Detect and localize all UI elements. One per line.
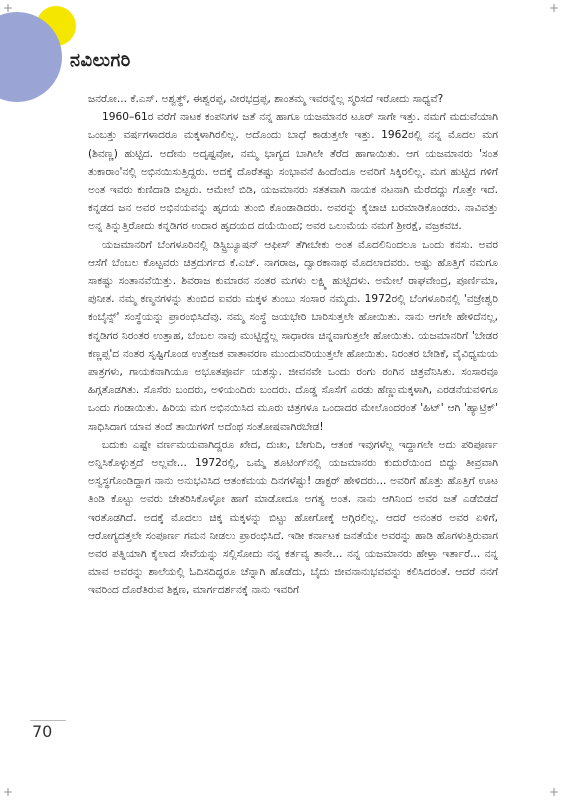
paragraph: ಬದುಕು ಎಷ್ಟೇ ವರ್ಣಮಯವಾಗಿದ್ದರೂ ಖೇದ, ದುಃಖ, ಬೇಗುದಿ, ಆತಂಕ ಇವುಗಳೆಲ್ಲ ಇದ್ದಾಗಲೇ ಅದು ಪರಿಪೂರ್ಣ ಅನ್ನಿಸಿಕೊಳ್ಳುತ್ತದೆ ಅಲ್ಲವೇ... 1972ರಲ್ಲಿ, ಒಮ್ಮೆ ಶೂಟಿಂಗ್‌ನಲ್ಲಿ ಯಜಮಾನರು ಕುದುರೆಯಿಂದ ಬಿದ್ದು ತೀವ್ರವಾಗಿ ಅಸ್ವಸ್ಥಗೊಂಡಿದ್ದಾಗ ನಾನು ಅನುಭವಿಸಿದ ಆತಂಕಮಯ ದಿನಗಳೆಷ್ಟು! ಡಾಕ್ಟರ್ ಹೇಳಿದರು... ಅವರಿಗೆ ಹೊತ್ತು ಹೊತ್ತಿಗೆ ಊಟ ತಿಂಡಿ ಕೊಟ್ಟು ಅವರು ಚೇತರಿಸಿಕೊಳ್ಳೋ ಹಾಗೆ ಮಾಡೋದೂ ಅಗತ್ಯ ಅಂತ. ನಾನು ಆಗಿನಿಂದ ಅವರ ಜತೆ ಎಡೆಬಿಡದೆ ಇರತೊಡಗಿದೆ. ಅದಕ್ಕೆ ಮೊದಲು ಚಿಕ್ಕ ಮಕ್ಕಳನ್ನು ಬಿಟ್ಟು ಹೋಗೋಕ್ಕೆ ಅಗ್ಗಿರಲಿಲ್ಲ. ಆದರೆ ಅನಂತರ ಅವರ ಏಳಿಗೆ, ಆರೋಗ್ಯದತ್ತಲೇ ಸಂಪೂರ್ಣ ಗಮನ ನೀಡಲು ಪ್ರಾರಂಭಿಸಿದೆ. ಇಡೀ ಕರ್ನಾಟಕ ಜನತೆಯೇ ಅವರನ್ನು ಹಾಡಿ ಹೊಗಳುತ್ತಿರುವಾಗ ಅವರ ಪತ್ನಿಯಾಗಿ ಕೈಲಾದ ಸೇವೆಯನ್ನು ಸಲ್ಲಿಸೋದು ನನ್ನ ಕರ್ತವ್ಯ ತಾನೇ... ನನ್ನ ಯಜಮಾನರು ಹೇಳ್ತಾ ಇರ್ತಾರೆ... ನನ್ನ ಮಾವ ಅವರನ್ನು ಶಾಲೆಯಲ್ಲಿ ಓದಿಸದಿದ್ದರೂ ಚೆನ್ನಾಗಿ ಹೊಡೆದು, ಬೈದು ಜೀವನಾನುಭವವನ್ನು ಕಲಿಸಿದರಂತೆ. ಆದರೆ ನನಗೆ ಇವರಿಂದ ದೊರೆತಿರುವ ಶಿಕ್ಷಣ, ಮಾರ್ಗದರ್ಶನಕ್ಕೆ ನಾನು ಇವರಿಗೆ (88, 438, 498, 597)
section-title: ನವಿಲುಗರಿ (70, 50, 131, 71)
paragraph: 1960–61ರ ವರೆಗೆ ನಾಟಕ ಕಂಪನಿಗಳ ಜತೆ ನನ್ನ ಹಾಗೂ ಯಜಮಾನರ ಟೂರ್ ಸಾಗೇ ಇತ್ತು. ನಮಗೆ ಮದುವೆಯಾಗಿ ಒಂಬತ್ತು ವರ್ಷಗಳಾದರೂ ಮಕ್ಕಳಾಗಿರಲಿಲ್ಲ. ಅದೊಂದು ಬಾಧೆ ಕಾಡುತ್ತಲೇ ಇತ್ತು. 1962ರಲ್ಲಿ ನನ್ನ ಮೊದಲ ಮಗ (ಶಿವಣ್ಣ) ಹುಟ್ಟಿದ. ಅದೇನು ಅದೃಷ್ಟವೋ, ನಮ್ಮ ಭಾಗ್ಯದ ಬಾಗಿಲೇ ತೆರೆದ ಹಾಗಾಯಿತು. ಆಗ ಯಜಮಾನರು 'ಸಂತ ತುಕಾರಾಂ'ನಲ್ಲಿ ಅಭಿನಯಿಸುತ್ತಿದ್ದರು. ಅದಕ್ಕೆ ದೊರೆತಷ್ಟು ಸಂಭಾವನೆ ಹಿಂದೆಂದೂ ಅವರಿಗೆ ಸಿಕ್ಕಿರಲಿಲ್ಲ. ಮಗ ಹುಟ್ಟಿದ ಗಳಿಗೆ ಅಂತ ಇವರು ಕುಣಿದಾಡಿ ಬಿಟ್ಟರು. ಆಮೇಲೆ ಬಿಡಿ, ಯಜಮಾನರು ಸತತವಾಗಿ ನಾಯಕ ನಟನಾಗಿ ಮೆರೆದದ್ದು ಗೊತ್ತೇ ಇದೆ. ಕನ್ನಡದ ಜನ ಅವರ ಅಭಿನಯವನ್ನು ಹೃದಯ ತುಂಬಿ ಕೊಂಡಾಡಿದರು. ಅವರನ್ನು ಕೈಚಾಚಿ ಬರಮಾಡಿಕೊಂಡರು. ನಾವಿವತ್ತು ಅನ್ನ ತಿನ್ನುತ್ತಿರೋದು ಕನ್ನಡಿಗರ ಉದಾರ ಹೃದಯದ ದಯೆಯಿಂದ; ಅವರ ಒಲುಮೆಯ ನಮಗೆ ಶ್ರೀರಕ್ಷೆ, ವಜ್ರಕವಚ. (88, 111, 498, 233)
crop-mark-top-left (4, 4, 12, 12)
crop-mark-bottom-right (550, 788, 558, 796)
crop-mark-bottom-left (4, 788, 12, 796)
crop-mark-top-right (550, 4, 558, 12)
paragraph: ಯಜಮಾನರಿಗೆ ಬೆಂಗಳೂರಿನಲ್ಲಿ ಡಿಸ್ಟ್ರಿಬ್ಯೂಷನ್ ಆಫೀಸ್ ತೆಗೀಬೇಕು ಅಂತ ಮೊದಲಿನಿಂದಲೂ ಒಂದು ಕನಸು. ಅವರ ಆಸೆಗೆ ಬೆಂಬಲ ಕೊಟ್ಟವರು ಚಿತ್ರದುರ್ಗದ ಕೆ.ಎಚ್. ನಾಗರಾಜ, ದ್ವಾರಕಾನಾಥ ಮೊದಲಾದವರು. ಅಷ್ಟು ಹೊತ್ತಿಗೆ ನಮಗೂ ಸಾಕಷ್ಟು ಸಂತಾನವೆಯಿತ್ತು. ಶಿವರಾಜ ಕುಮಾರನ ನಂತರ ಮಗಳು ಲಕ್ಷ್ಮಿ ಹುಟ್ಟಿದಳು. ಅಮೇಲೆ ರಾಘವೇಂದ್ರ, ಪೂರ್ಣಿಮಾ, ಪುನೀತ. ನಮ್ಮ ಕಣ್ಮನಗಳನ್ನು ತುಂಬಿದ ಐವರು ಮಕ್ಕಳ ತುಂಬು ಸಂಸಾರ ನಮ್ಮದು. 1972ರಲ್ಲಿ ಬೆಂಗಳೂರಿನಲ್ಲಿ 'ವಜ್ರೇಶ್ವರಿ ಕಂಬೈನ್ಸ್' ಸಂಸ್ಥೆಯನ್ನು ಪ್ರಾರಂಭಿಸಿದೆವು. ನಮ್ಮ ಸಂಸ್ಥೆ ಜಯಭೇರಿ ಬಾರಿಸುತ್ತಲೇ ಹೋಯಿತು. ನಾನು ಆಗಲೇ ಹೇಳಿದೆನಲ್ಲ, ಕನ್ನಡಿಗರ ನಿರಂತರ ಉತ್ತಾಹ, ಬೆಂಬಲ ನಾವು ಮುಟ್ಟಿದ್ದೆಲ್ಲ ಸಾಧಾರಣ ಚಿನ್ನವಾಗುತ್ತಲೇ ಹೋಯಿತು. ಯಜಮಾನರಿಗೆ 'ಬೇಡರ ಕಣ್ಣಪ್ಪ'ದ ನಂತರ ಸೃಷ್ಟಿಗೊಂಡ ಉತ್ತೇಜಕ ವಾತಾವರಣ ಮುಂದುವರಿಯುತ್ತಲೇ ಹೋಯಿತು. ನಿರಂತರ ಬೇಡಿಕೆ, ವೈವಿಧ್ಯಮಯ ಪಾತ್ರಗಳು, ಗಾಯಕನಾಗಿಯೂ ಅಭೂತಪೂರ್ವ ಯಶಸ್ಸು. ಜೀವನವೇ ಒಂದು ರಂಗು ರಂಗಿನ ಚಿತ್ರವೆನಿಸಿತು. ಸಂಸಾರವೂ ಹಿಗ್ಗತೊಡಗಿತು. ಸೊಸೆರು ಬಂದರು, ಅಳಿಯಂದಿರು ಬಂದರು. ದೊಡ್ಡ ಸೊಸೆಗೆ ಎರಡು ಹೆಣ್ಣುಮಕ್ಕಳಾಗಿ, ಎರಡನೆಯವಳಿಗೂ ಒಂದು ಗಂಡಾಯಿತು. ಹಿರಿಯ ಮಗ ಅಭಿನಯಿಸಿದ ಮೂರು ಚಿತ್ರಗಳೂ ಒಂದಾದರ ಮೇಲೊಂದರಂತೆ 'ಹಿಟ್' ಆಗಿ 'ಹ್ಯಾಟ್ರಿಕ್' ಸಾಧಿಸಿದಾಗ ಯಾವ ತಂದೆ ತಾಯಿಗಳಿಗೆ ಅದೆಂಥ ಸಂತೋಷವಾಗಿರಬೇಡ! (88, 238, 498, 433)
footer-rule (30, 720, 66, 721)
page-number: 70 (32, 722, 53, 741)
article-body (88, 90, 498, 600)
paragraph: ಜನರೋ... ಕೆ.ಎಸ್. ಅಶ್ವತ್ಥ್, ಈಶ್ವರಪ್ಪ, ವೀರಭದ್ರಪ್ಪ, ಶಾಂತಮ್ಮ ಇವರನ್ನೆಲ್ಲ ಸ್ಮರಿಸದೆ ಇರೋದು ಸಾಧ್ಯವೆ? (88, 93, 444, 105)
